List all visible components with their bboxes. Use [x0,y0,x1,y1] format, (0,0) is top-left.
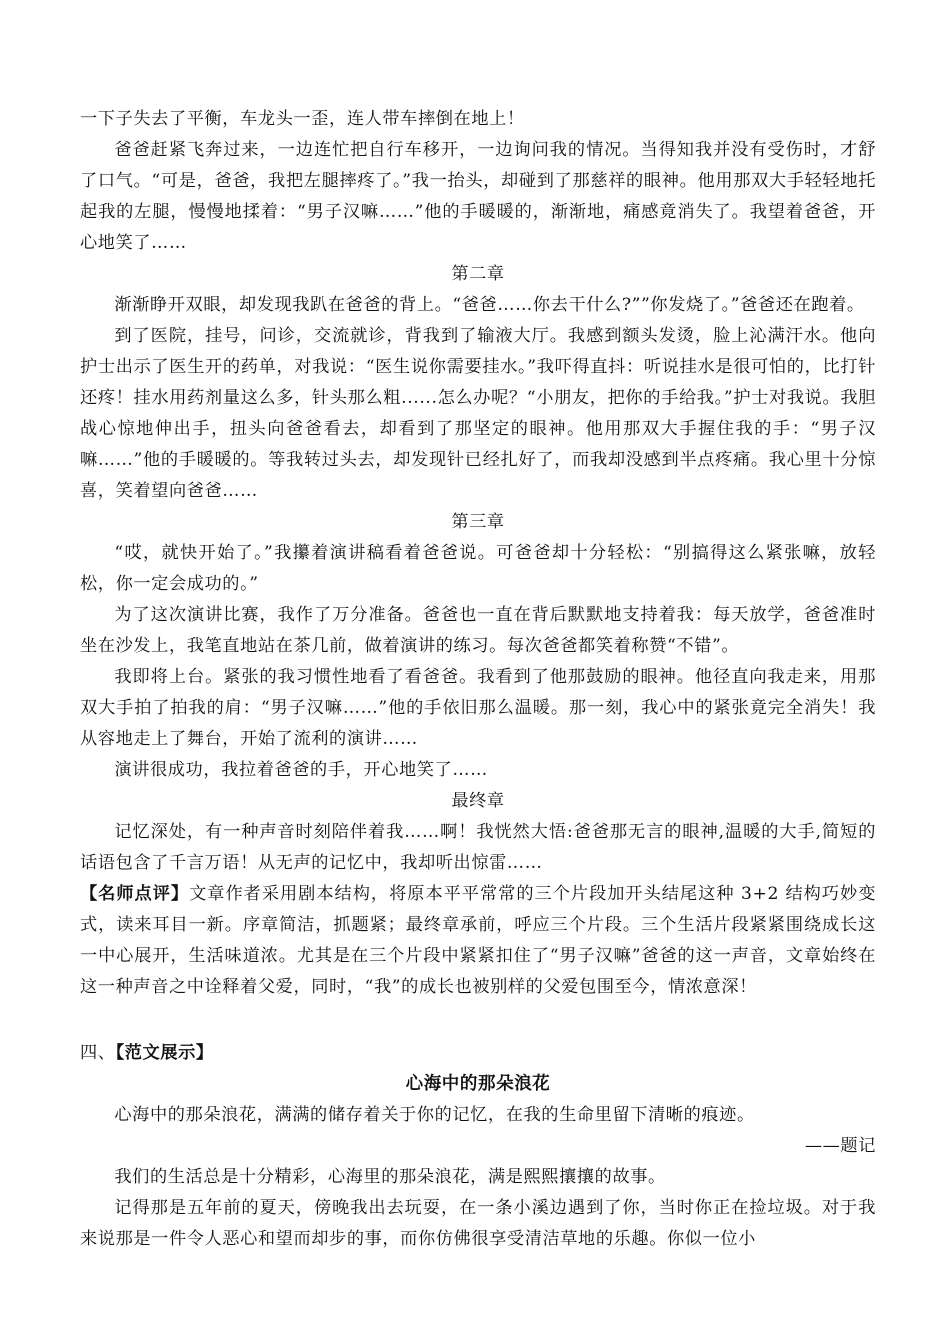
teacher-comment-text: 文章作者采用剧本结构，将原本平平常常的三个片段加开头结尾这种 3+2 结构巧妙变式，读来耳目一新。序章简洁，抓题紧；最终章承前，呼应三个片段。三个生活片段紧紧围绕成长这一中心展开，生活味道浓。尤其是在三个片段中紧紧扣住了“男子汉嘛”爸爸的这一声音，文章始终在这一种声音之中诠释着父爱，同时，“我”的成长也被别样的父爱包围至今，情浓意深！ [80,884,877,997]
story-paragraph: 演讲很成功，我拉着爸爸的手，开心地笑了…… [114,760,488,780]
story-paragraph: “哎，就快开始了。”我攥着演讲稿看着爸爸说。可爸爸却十分轻松：“别搞得这么紧张嘛，放轻松，你一定会成功的。” [80,543,876,594]
essay-title: 心海中的那朵浪花 [405,1074,551,1094]
section-number: 四、 [80,1043,116,1063]
story-paragraph: 到了医院，挂号，问诊，交流就诊，背我到了输液大厅。我感到额头发烫，脸上沁满汗水。他向护士出示了医生开的药单，对我说：“医生说你需要挂水。”我吓得直抖：听说挂水是很可怕的，比打针还疼！挂水用药剂量这么多，针头那么粗......怎么办呢？“小朋友，把你的手给我。”护士对我说。我胆战心惊地伸出手，扭头向爸爸看去，却看到了那坚定的眼神。他用那双大手握住我的手：“男子汉嘛……”他的手暖暖的。等我转过头去，却发现针已经扎好了，而我却没感到半点疼痛。我心里十分惊喜，笑着望向爸爸…… [80,326,876,501]
story-paragraph: 爸爸赶紧飞奔过来，一边连忙把自行车移开，一边询问我的情况。当得知我并没有受伤时，才舒了口气。“可是，爸爸，我把左腿摔疼了。”我一抬头，却碰到了那慈祥的眼神。他用那双大手轻轻地托起我的左腿，慢慢地揉着：“男子汉嘛……”他的手暖暖的，渐渐地，痛感竟消失了。我望着爸爸，开心地笑了…… [80,140,876,253]
section-tag: 【范文展示】 [115,1043,214,1063]
section-four-heading [80,1038,876,1069]
essay-epigraph-signature: ——题记 [804,1136,876,1156]
essay-epigraph: 心海中的那朵浪花，满满的储存着关于你的记忆，在我的生命里留下清晰的痕迹。 [114,1105,755,1125]
chapter-two-title: 第二章 [451,264,505,284]
final-chapter-title: 最终章 [451,791,505,811]
story-paragraph: 记忆深处，有一种声音时刻陪伴着我……啊！我恍然大悟:爸爸那无言的眼神,温暖的大手,简短的话语包含了千言万语！从无声的记忆中，我却听出惊雷…… [80,822,876,873]
section-gap [80,1003,876,1034]
essay-paragraph: 记得那是五年前的夏天，傍晚我出去玩耍，在一条小溪边遇到了你，当时你正在捡垃圾。对于我来说那是一件令人恶心和望而却步的事，而你仿佛很享受清洁草地的乐趣。你似一位小 [80,1198,876,1249]
story-paragraph: 我即将上台。紧张的我习惯性地看了看爸爸。我看到了他那鼓励的眼神。他径直向我走来，用那双大手拍了拍我的肩：“男子汉嘛……”他的手依旧那么温暖。那一刻，我心中的紧张竟完全消失！我从容地走上了舞台，开始了流利的演讲…… [80,667,876,749]
essay-paragraph: 我们的生活总是十分精彩，心海里的那朵浪花，满是熙熙攘攘的故事。 [114,1167,666,1187]
chapter-three-title: 第三章 [451,512,505,532]
document-page [80,104,876,1255]
teacher-comment-tag: 【名师点评】 [80,884,190,904]
story-paragraph: 为了这次演讲比赛，我作了万分准备。爸爸也一直在背后默默地支持着我：每天放学，爸爸准时坐在沙发上，我笔直地站在茶几前，做着演讲的练习。每次爸爸都笑着称赞“不错”。 [80,605,876,656]
story-opening-line: 一下子失去了平衡，车龙头一歪，连人带车摔倒在地上！ [80,109,525,129]
story-paragraph: 渐渐睁开双眼，却发现我趴在爸爸的背上。“爸爸……你去干什么?””你发烧了。”爸爸还在跑着。 [114,295,865,315]
teacher-comment [80,879,876,1003]
